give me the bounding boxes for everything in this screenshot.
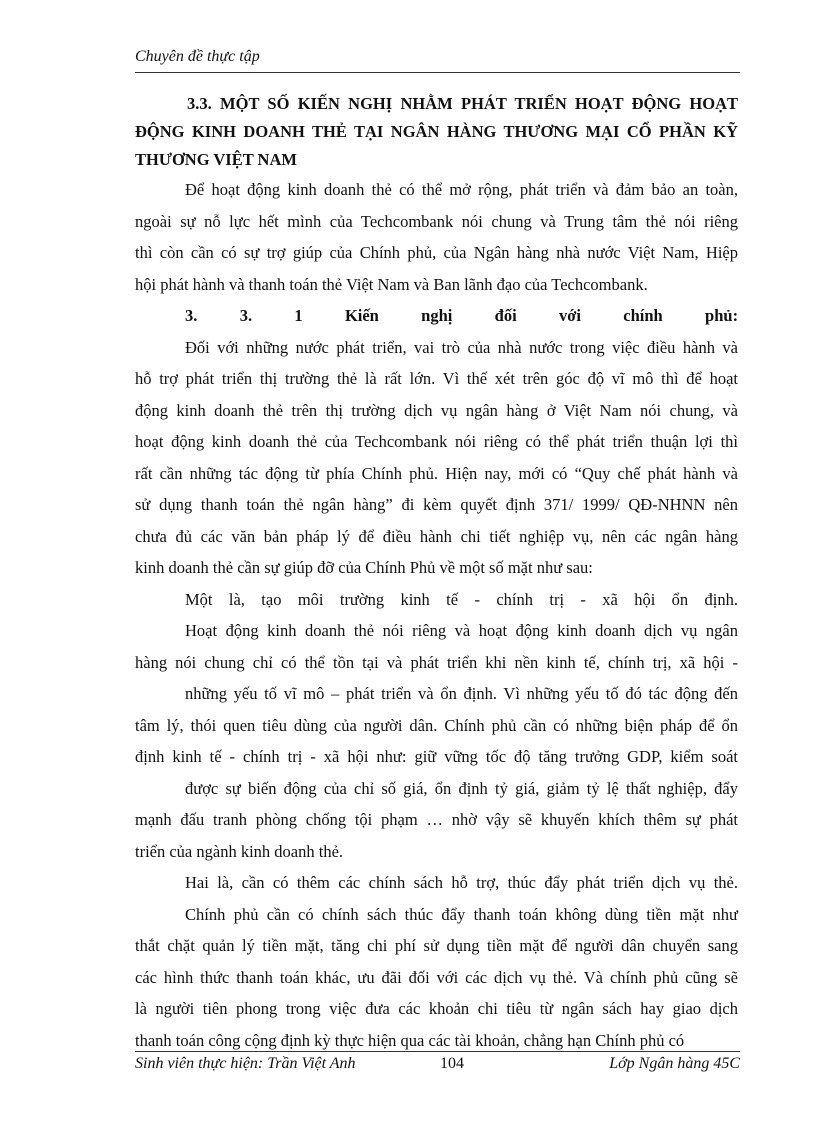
text-line: hàng nói chung chỉ có thể tồn tại và phát triển khi nền kinh tế, chính trị, xã hội - xyxy=(135,652,738,672)
text-line: động kinh doanh thẻ trên thị trường dịch vụ ngân hàng ở Việt Nam nói chung, và xyxy=(135,400,738,420)
text-line: mạnh đấu tranh phòng chống tội phạm … nhờ vậy sẽ khuyến khích thêm sự phát xyxy=(135,810,738,829)
point-two xyxy=(135,867,738,1056)
section-title-line: ĐỘNG KINH DOANH THẺ TẠI NGÂN HÀNG THƯƠNG MẠI CỔ PHẦN KỸ xyxy=(135,122,738,141)
heading-word: đối xyxy=(494,306,517,325)
running-header: Chuyên đề thực tập xyxy=(135,48,260,65)
footer-author: Sinh viên thực hiện: Trần Việt Anh xyxy=(135,1055,356,1072)
section-title xyxy=(135,90,738,174)
text-line: chưa đủ các văn bản pháp lý để điều hành chi tiết nghiệp vụ, nên các ngân hàng xyxy=(135,526,738,546)
heading-word: phủ: xyxy=(705,306,739,325)
intro-paragraph xyxy=(135,174,738,300)
footer-rule xyxy=(135,1051,740,1052)
subsection-heading xyxy=(135,300,738,332)
text-line: Hoạt động kinh doanh thẻ nói riêng và hoạt động kinh doanh dịch vụ ngân xyxy=(185,621,738,640)
page-footer xyxy=(135,1055,740,1077)
heading-word: 3. xyxy=(239,306,253,325)
page-number: 104 xyxy=(440,1055,464,1072)
heading-word: 3. xyxy=(185,306,198,325)
text-line: những yếu tố vĩ mô – phát triển và ổn định. Vì những yếu tố đó tác động đến xyxy=(185,684,738,703)
text-line: ngoài sự nỗ lực hết mình của Techcombank nói chung và Trung tâm thẻ nói riêng xyxy=(135,211,738,231)
heading-word: nghị xyxy=(421,306,453,325)
text-line: là người tiên phong trong việc đưa các khoản chi tiêu từ ngân sách hay giao dịch xyxy=(135,999,738,1018)
text-line: kinh doanh thẻ cần sự giúp đỡ của Chính Phủ về một số mặt như sau: xyxy=(135,558,593,577)
text-line: Đối với những nước phát triển, vai trò của nhà nước trong việc điều hành và xyxy=(185,337,738,357)
text-line: Chính phủ cần có chính sách thúc đẩy thanh toán không dùng tiền mặt như xyxy=(185,904,738,924)
text-line: các hình thức thanh toán khác, ưu đãi đối với các dịch vụ thẻ. Và chính phủ cũng sẽ xyxy=(135,967,738,987)
text-line: Hai là, cần có thêm các chính sách hỗ trợ, thúc đẩy phát triển dịch vụ thẻ. xyxy=(185,873,738,892)
text-line: thanh toán công cộng định kỳ thực hiện qua các tài khoản, chẳng hạn Chính phủ có xyxy=(135,1030,685,1050)
section-title-line: THƯƠNG VIỆT NAM xyxy=(135,150,297,169)
footer-class: Lớp Ngân hàng 45C xyxy=(609,1055,740,1072)
heading-word: với xyxy=(559,306,581,325)
point-one xyxy=(135,584,738,868)
text-line: Để hoạt động kinh doanh thẻ có thể mở rộng, phát triển và đảm bảo an toàn, xyxy=(185,180,738,199)
text-line: được sự biến động của chỉ số giá, ổn định tỷ giá, giảm tỷ lệ thất nghiệp, đẩy xyxy=(185,778,738,798)
heading-word: 1 xyxy=(294,306,303,325)
text-line: sử dụng thanh toán thẻ ngân hàng” đi kèm quyết định 371/ 1999/ QĐ-NHNN nên xyxy=(135,495,738,514)
text-line: thắt chặt quản lý tiền mặt, tăng chi phí sử dụng tiền mặt để người dân chuyển sang xyxy=(135,936,738,955)
text-line: tâm lý, thói quen tiêu dùng của người dân. Chính phủ cần có những biện pháp để ổn xyxy=(135,715,738,735)
paragraph-government-role xyxy=(135,332,738,584)
heading-word: Kiến xyxy=(344,306,379,325)
text-line: thì còn cần có sự trợ giúp của Chính phủ, của Ngân hàng nhà nước Việt Nam, Hiệp xyxy=(135,243,738,262)
heading-word: chính xyxy=(623,306,663,325)
text-line: rất cần những tác động từ phía Chính phủ. Hiện nay, mới có “Quy chế phát hành và xyxy=(135,463,738,483)
text-line: định kinh tế - chính trị - xã hội như: giữ vững tốc độ tăng trưởng GDP, kiểm soát xyxy=(135,747,738,766)
text-line: hoạt động kinh doanh thẻ của Techcombank nói riêng có thể phát triển thuận lợi thì xyxy=(135,432,738,451)
text-line: hội phát hành và thanh toán thẻ Việt Nam và Ban lãnh đạo của Techcombank. xyxy=(135,274,648,294)
text-line: hỗ trợ phát triển thị trường thẻ là rất lớn. Vì thế xét trên góc độ vĩ mô thì để hoạt xyxy=(135,369,738,388)
text-line: Một là, tạo môi trường kinh tế - chính trị - xã hội ổn định. xyxy=(185,589,738,609)
text-line: triển của ngành kinh doanh thẻ. xyxy=(135,841,344,861)
page-content xyxy=(135,90,738,1056)
section-title-line: 3.3. MỘT SỐ KIẾN NGHỊ NHẰM PHÁT TRIỂN HOẠT ĐỘNG HOẠT xyxy=(187,94,738,113)
header-rule xyxy=(135,72,740,73)
